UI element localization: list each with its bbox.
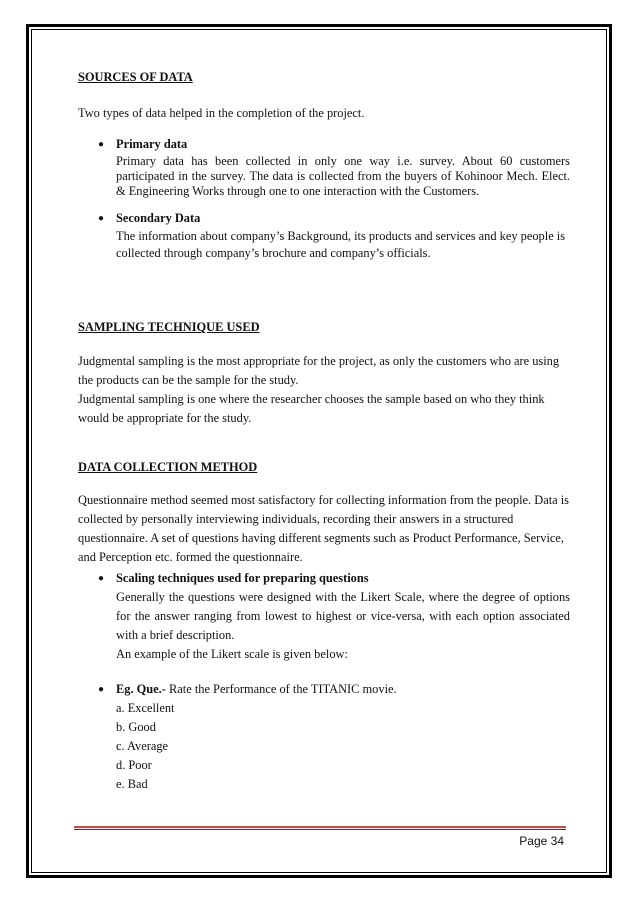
- option-item: d. Poor: [116, 758, 152, 772]
- footer-rule: [74, 826, 566, 828]
- bullet-primary: [78, 135, 570, 199]
- secondary-title: Secondary Data: [116, 211, 201, 225]
- example-question: Rate the Performance of the TITANIC movie.: [165, 682, 397, 696]
- heading-sources: SOURCES OF DATA: [78, 70, 193, 84]
- bullet-dot-icon: ●: [98, 684, 105, 695]
- document-body: [78, 68, 570, 794]
- sampling-body-1: Judgmental sampling is the most appropriate for the project, as only the customers who are using the products can be the sample for the study.: [78, 354, 560, 387]
- bullet-example: [78, 680, 570, 794]
- bullet-secondary: [78, 209, 570, 262]
- scaling-body: Generally the questions were designed with the Likert Scale, where the degree of options for the answer ranging from lowest to highest or vice-versa, with each option associated with a brief description.: [116, 590, 570, 642]
- heading-collection: DATA COLLECTION METHOD: [78, 460, 258, 474]
- option-item: b. Good: [116, 720, 156, 734]
- heading-sampling: SAMPLING TECHNIQUE USED: [78, 320, 260, 334]
- example-label: Eg. Que.-: [116, 682, 166, 696]
- option-item: e. Bad: [116, 777, 148, 791]
- scaling-title: Scaling techniques used for preparing questions: [116, 571, 369, 585]
- footer-rule-dark: [74, 829, 566, 830]
- bullet-dot-icon: ●: [98, 573, 105, 584]
- sampling-body-2: Judgmental sampling is one where the researcher chooses the sample based on who they think would be appropriate for the study.: [78, 392, 545, 425]
- option-item: c. Average: [116, 739, 169, 753]
- option-item: a. Excellent: [116, 701, 175, 715]
- primary-title: Primary data: [116, 137, 188, 151]
- bullet-dot-icon: ●: [98, 139, 105, 150]
- scaling-example: An example of the Likert scale is given below:: [116, 647, 348, 661]
- primary-body: Primary data has been collected in only one way i.e. survey. About 60 customers participated in the survey. The data is collected from the buyers of Kohinoor Mech. Elect. & Engineering Works through one to one interaction with the Customers.: [116, 154, 570, 198]
- page-number: Page 34: [519, 834, 564, 848]
- bullet-scaling: [78, 569, 570, 664]
- bullet-dot-icon: ●: [98, 213, 105, 224]
- sources-intro: Two types of data helped in the completion of the project.: [78, 106, 365, 120]
- secondary-body: The information about company’s Background, its products and services and key people is collected through company’s brochure and company’s officials.: [116, 229, 566, 260]
- collection-body: Questionnaire method seemed most satisfactory for collecting information from the people. Data is collected by personally interviewing individuals, recording their answers in a structured questionnaire. A set of questions having different segments such as Product Performance, Service, and Perception etc. formed the questionnaire.: [78, 493, 570, 564]
